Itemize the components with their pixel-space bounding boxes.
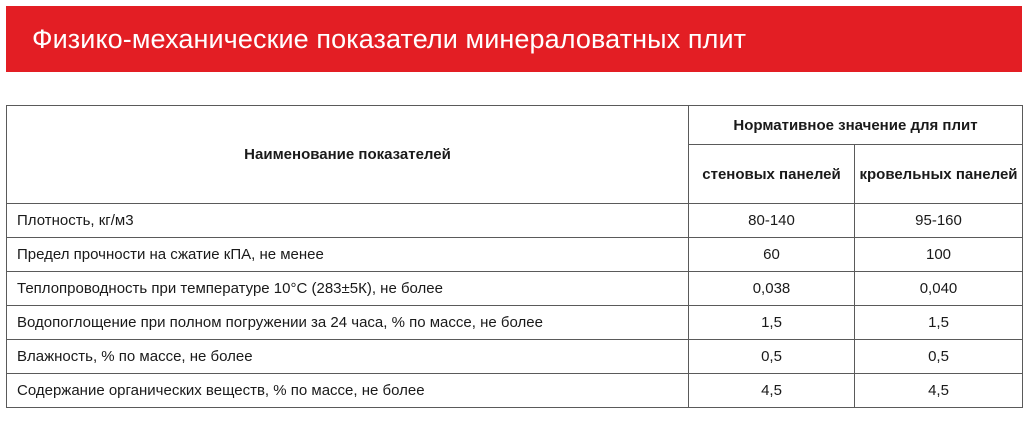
row-roof-value: 100 [855, 238, 1023, 272]
row-roof-value: 1,5 [855, 306, 1023, 340]
table-row [7, 272, 1023, 306]
row-wall-value: 60 [689, 238, 855, 272]
title-banner [6, 6, 1022, 72]
row-wall-value: 0,038 [689, 272, 855, 306]
column-header-name: Наименование показателей [7, 106, 689, 204]
row-roof-value: 0,5 [855, 340, 1023, 374]
row-roof-value: 0,040 [855, 272, 1023, 306]
row-wall-value: 0,5 [689, 340, 855, 374]
row-wall-value: 1,5 [689, 306, 855, 340]
page-title: Физико-механические показатели минераловатных плит [32, 23, 747, 54]
column-header-roof: кровельных панелей [855, 145, 1023, 204]
row-name: Предел прочности на сжатие кПА, не менее [7, 238, 689, 272]
row-wall-value: 80-140 [689, 204, 855, 238]
table-header-row [7, 106, 1023, 145]
column-header-wall: стеновых панелей [689, 145, 855, 204]
table-row [7, 306, 1023, 340]
row-name: Содержание органических веществ, % по массе, не более [7, 374, 689, 408]
row-name: Теплопроводность при температуре 10°С (283±5К), не более [7, 272, 689, 306]
row-name: Водопоглощение при полном погружении за 24 часа, % по массе, не более [7, 306, 689, 340]
row-roof-value: 4,5 [855, 374, 1023, 408]
row-name: Влажность, % по массе, не более [7, 340, 689, 374]
specs-table [6, 105, 1023, 408]
row-name: Плотность, кг/м3 [7, 204, 689, 238]
row-wall-value: 4,5 [689, 374, 855, 408]
row-roof-value: 95-160 [855, 204, 1023, 238]
table-row [7, 374, 1023, 408]
table-row [7, 238, 1023, 272]
table-row [7, 204, 1023, 238]
column-header-norm: Нормативное значение для плит [689, 106, 1023, 145]
table-row [7, 340, 1023, 374]
